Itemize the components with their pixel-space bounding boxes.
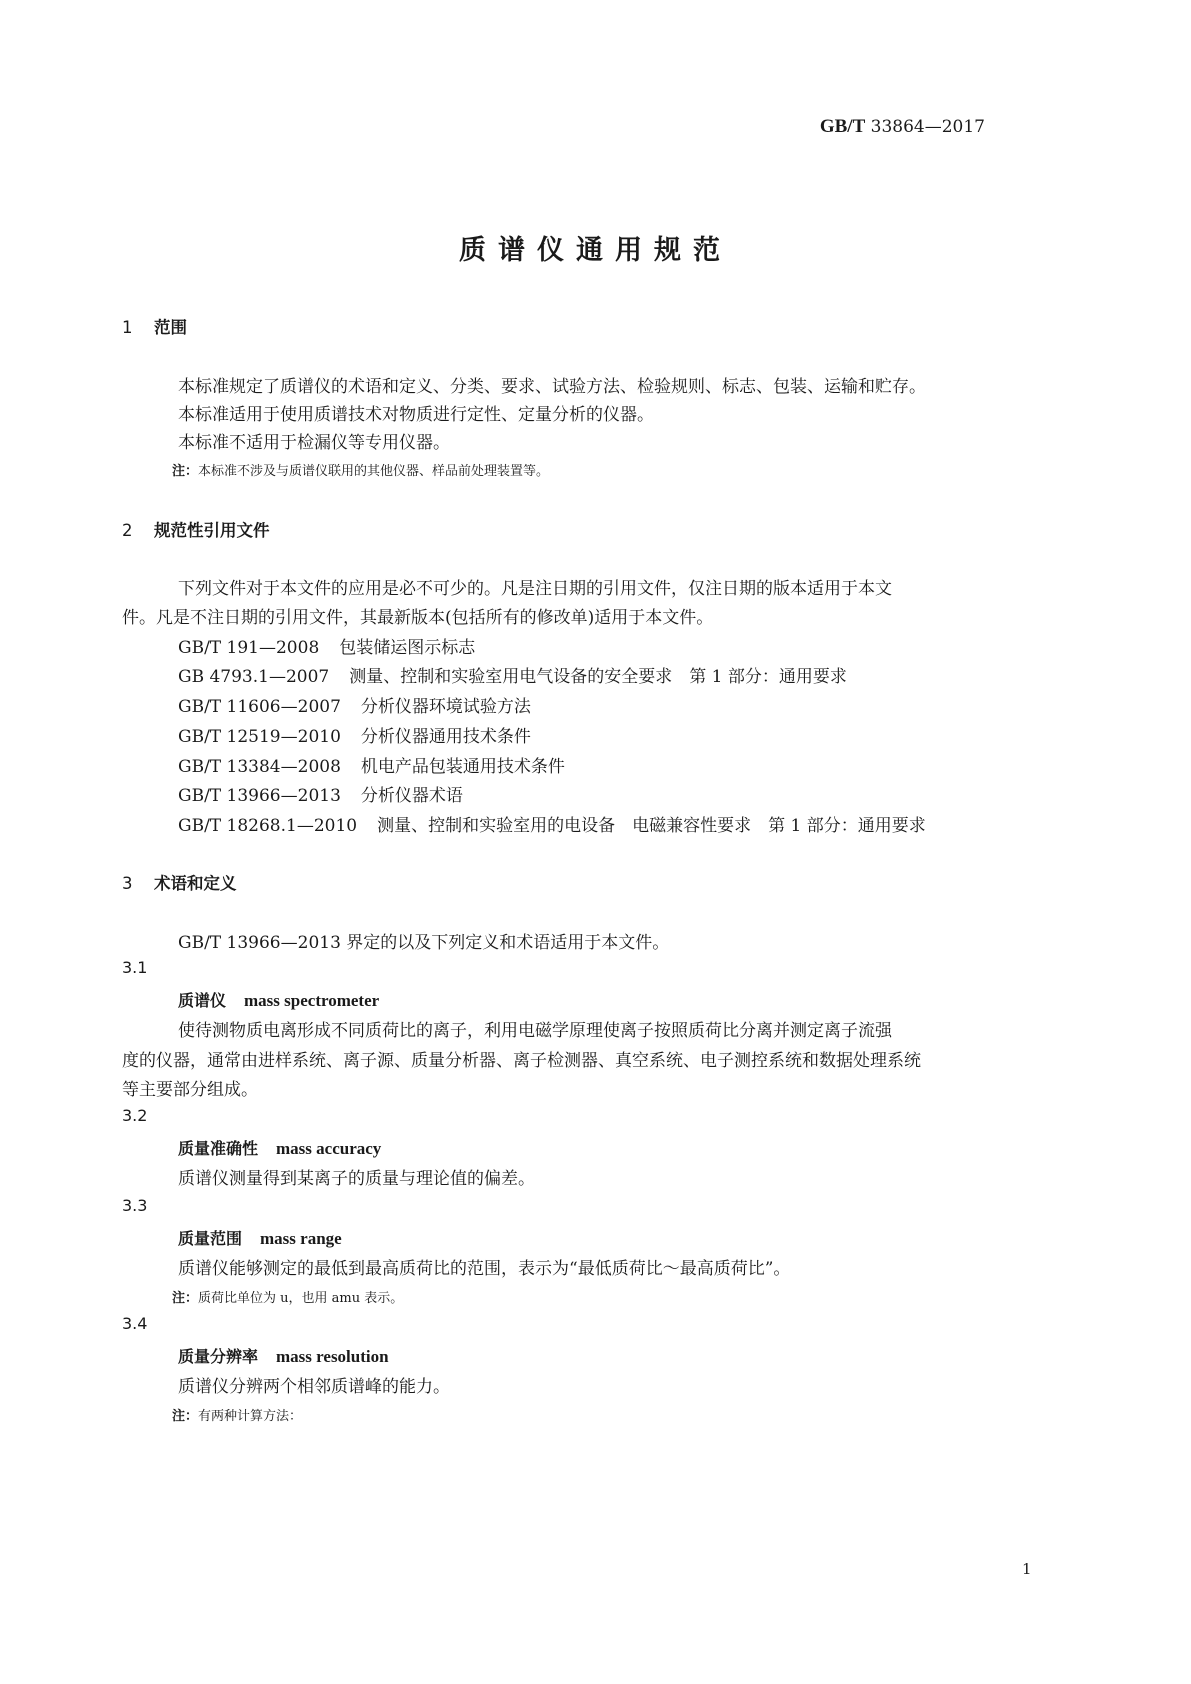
- reference-code: GB/T 18268.1—2010: [178, 816, 358, 836]
- reference-title: 分析仪器通用技术条件: [360, 727, 531, 747]
- standard-code: 33864—2017: [870, 117, 985, 137]
- note: [172, 460, 549, 479]
- paragraph-continued: 件。凡是不注日期的引用文件，其最新版本(包括所有的修改单)适用于本文件。: [122, 608, 714, 628]
- term-definition: 质谱仪测量得到某离子的质量与理论值的偏差。: [178, 1169, 535, 1189]
- reference-item: [178, 692, 531, 717]
- note-label: 注：: [172, 464, 199, 479]
- reference-title: 测量、控制和实验室用的电设备 电磁兼容性要求 第 1 部分：通用要求: [377, 816, 926, 836]
- section-number: 2: [122, 521, 133, 540]
- paragraph: 本标准不适用于检漏仪等专用仪器。: [178, 433, 450, 453]
- paragraph: 下列文件对于本文件的应用是必不可少的。凡是注日期的引用文件，仅注日期的版本适用于本文: [178, 579, 892, 599]
- term-heading: [178, 1344, 389, 1367]
- standard-number: [820, 116, 985, 138]
- term-zh: 质谱仪: [178, 991, 227, 1010]
- reference-title: 包装储运图示标志: [339, 638, 476, 658]
- reference-item: [178, 781, 463, 806]
- reference-code: GB/T 13966—2013: [178, 786, 341, 806]
- paragraph: 本标准规定了质谱仪的术语和定义、分类、要求、试验方法、检验规则、标志、包装、运输和贮存。: [178, 377, 926, 397]
- term-heading: [178, 1226, 342, 1249]
- document-title: 质谱仪通用规范: [459, 235, 732, 266]
- term-number: 3.4: [122, 1314, 148, 1333]
- note-text: 质荷比单位为 u，也用 amu 表示。: [198, 1291, 404, 1306]
- term-zh: 质量分辨率: [178, 1347, 259, 1366]
- term-definition-continued: 等主要部分组成。: [122, 1080, 258, 1100]
- term-heading: [178, 988, 379, 1011]
- section-title: 术语和定义: [154, 874, 237, 893]
- term-heading: [178, 1136, 381, 1159]
- section-heading-3: [122, 870, 237, 894]
- term-definition-continued: 度的仪器，通常由进样系统、离子源、质量分析器、离子检测器、真空系统、电子测控系统和数据处理系统: [122, 1051, 921, 1071]
- paragraph: 本标准适用于使用质谱技术对物质进行定性、定量分析的仪器。: [178, 405, 654, 425]
- reference-title: 机电产品包装通用技术条件: [360, 757, 565, 777]
- reference-code: GB/T 11606—2007: [178, 697, 341, 717]
- reference-code: GB/T 13384—2008: [178, 757, 341, 777]
- section-title: 规范性引用文件: [154, 521, 270, 540]
- page-number: 1: [1022, 1560, 1032, 1578]
- reference-code: GB/T 191—2008: [178, 638, 320, 658]
- section-heading-1: [122, 314, 187, 338]
- reference-item: [178, 752, 565, 777]
- reference-title: 分析仪器环境试验方法: [360, 697, 531, 717]
- term-zh: 质量范围: [178, 1229, 243, 1248]
- reference-code: GB 4793.1—2007: [178, 667, 330, 687]
- term-en: mass resolution: [276, 1347, 389, 1366]
- term-number: 3.3: [122, 1196, 148, 1215]
- term-en: mass accuracy: [276, 1139, 382, 1158]
- note-label: 注：: [172, 1291, 199, 1306]
- term-en: mass range: [260, 1229, 342, 1248]
- section-heading-2: [122, 517, 270, 541]
- reference-code: GB/T 12519—2010: [178, 727, 341, 747]
- note-text: 有两种计算方法：: [198, 1409, 303, 1424]
- section-title: 范围: [154, 318, 187, 337]
- reference-item: [178, 662, 847, 687]
- note: [172, 1287, 403, 1306]
- note-text: 本标准不涉及与质谱仪联用的其他仪器、样品前处理装置等。: [198, 464, 550, 479]
- term-definition: 质谱仪分辨两个相邻质谱峰的能力。: [178, 1377, 450, 1397]
- reference-item: [178, 811, 926, 836]
- reference-title: 分析仪器术语: [360, 786, 463, 806]
- reference-item: [178, 633, 475, 658]
- reference-title: 测量、控制和实验室用电气设备的安全要求 第 1 部分：通用要求: [349, 667, 847, 687]
- section-number: 1: [122, 318, 133, 337]
- term-definition: 质谱仪能够测定的最低到最高质荷比的范围，表示为“最低质荷比～最高质荷比”。: [178, 1259, 791, 1279]
- section-number: 3: [122, 874, 133, 893]
- note: [172, 1405, 302, 1424]
- term-en: mass spectrometer: [244, 991, 380, 1010]
- reference-item: [178, 722, 531, 747]
- paragraph: GB/T 13966—2013 界定的以及下列定义和术语适用于本文件。: [178, 933, 670, 953]
- term-number: 3.2: [122, 1106, 148, 1125]
- note-label: 注：: [172, 1409, 199, 1424]
- term-zh: 质量准确性: [178, 1139, 259, 1158]
- standard-prefix: GB/T: [819, 116, 866, 137]
- term-number: 3.1: [122, 958, 148, 977]
- term-definition: 使待测物质电离形成不同质荷比的离子，利用电磁学原理使离子按照质荷比分离并测定离子流强: [178, 1021, 892, 1041]
